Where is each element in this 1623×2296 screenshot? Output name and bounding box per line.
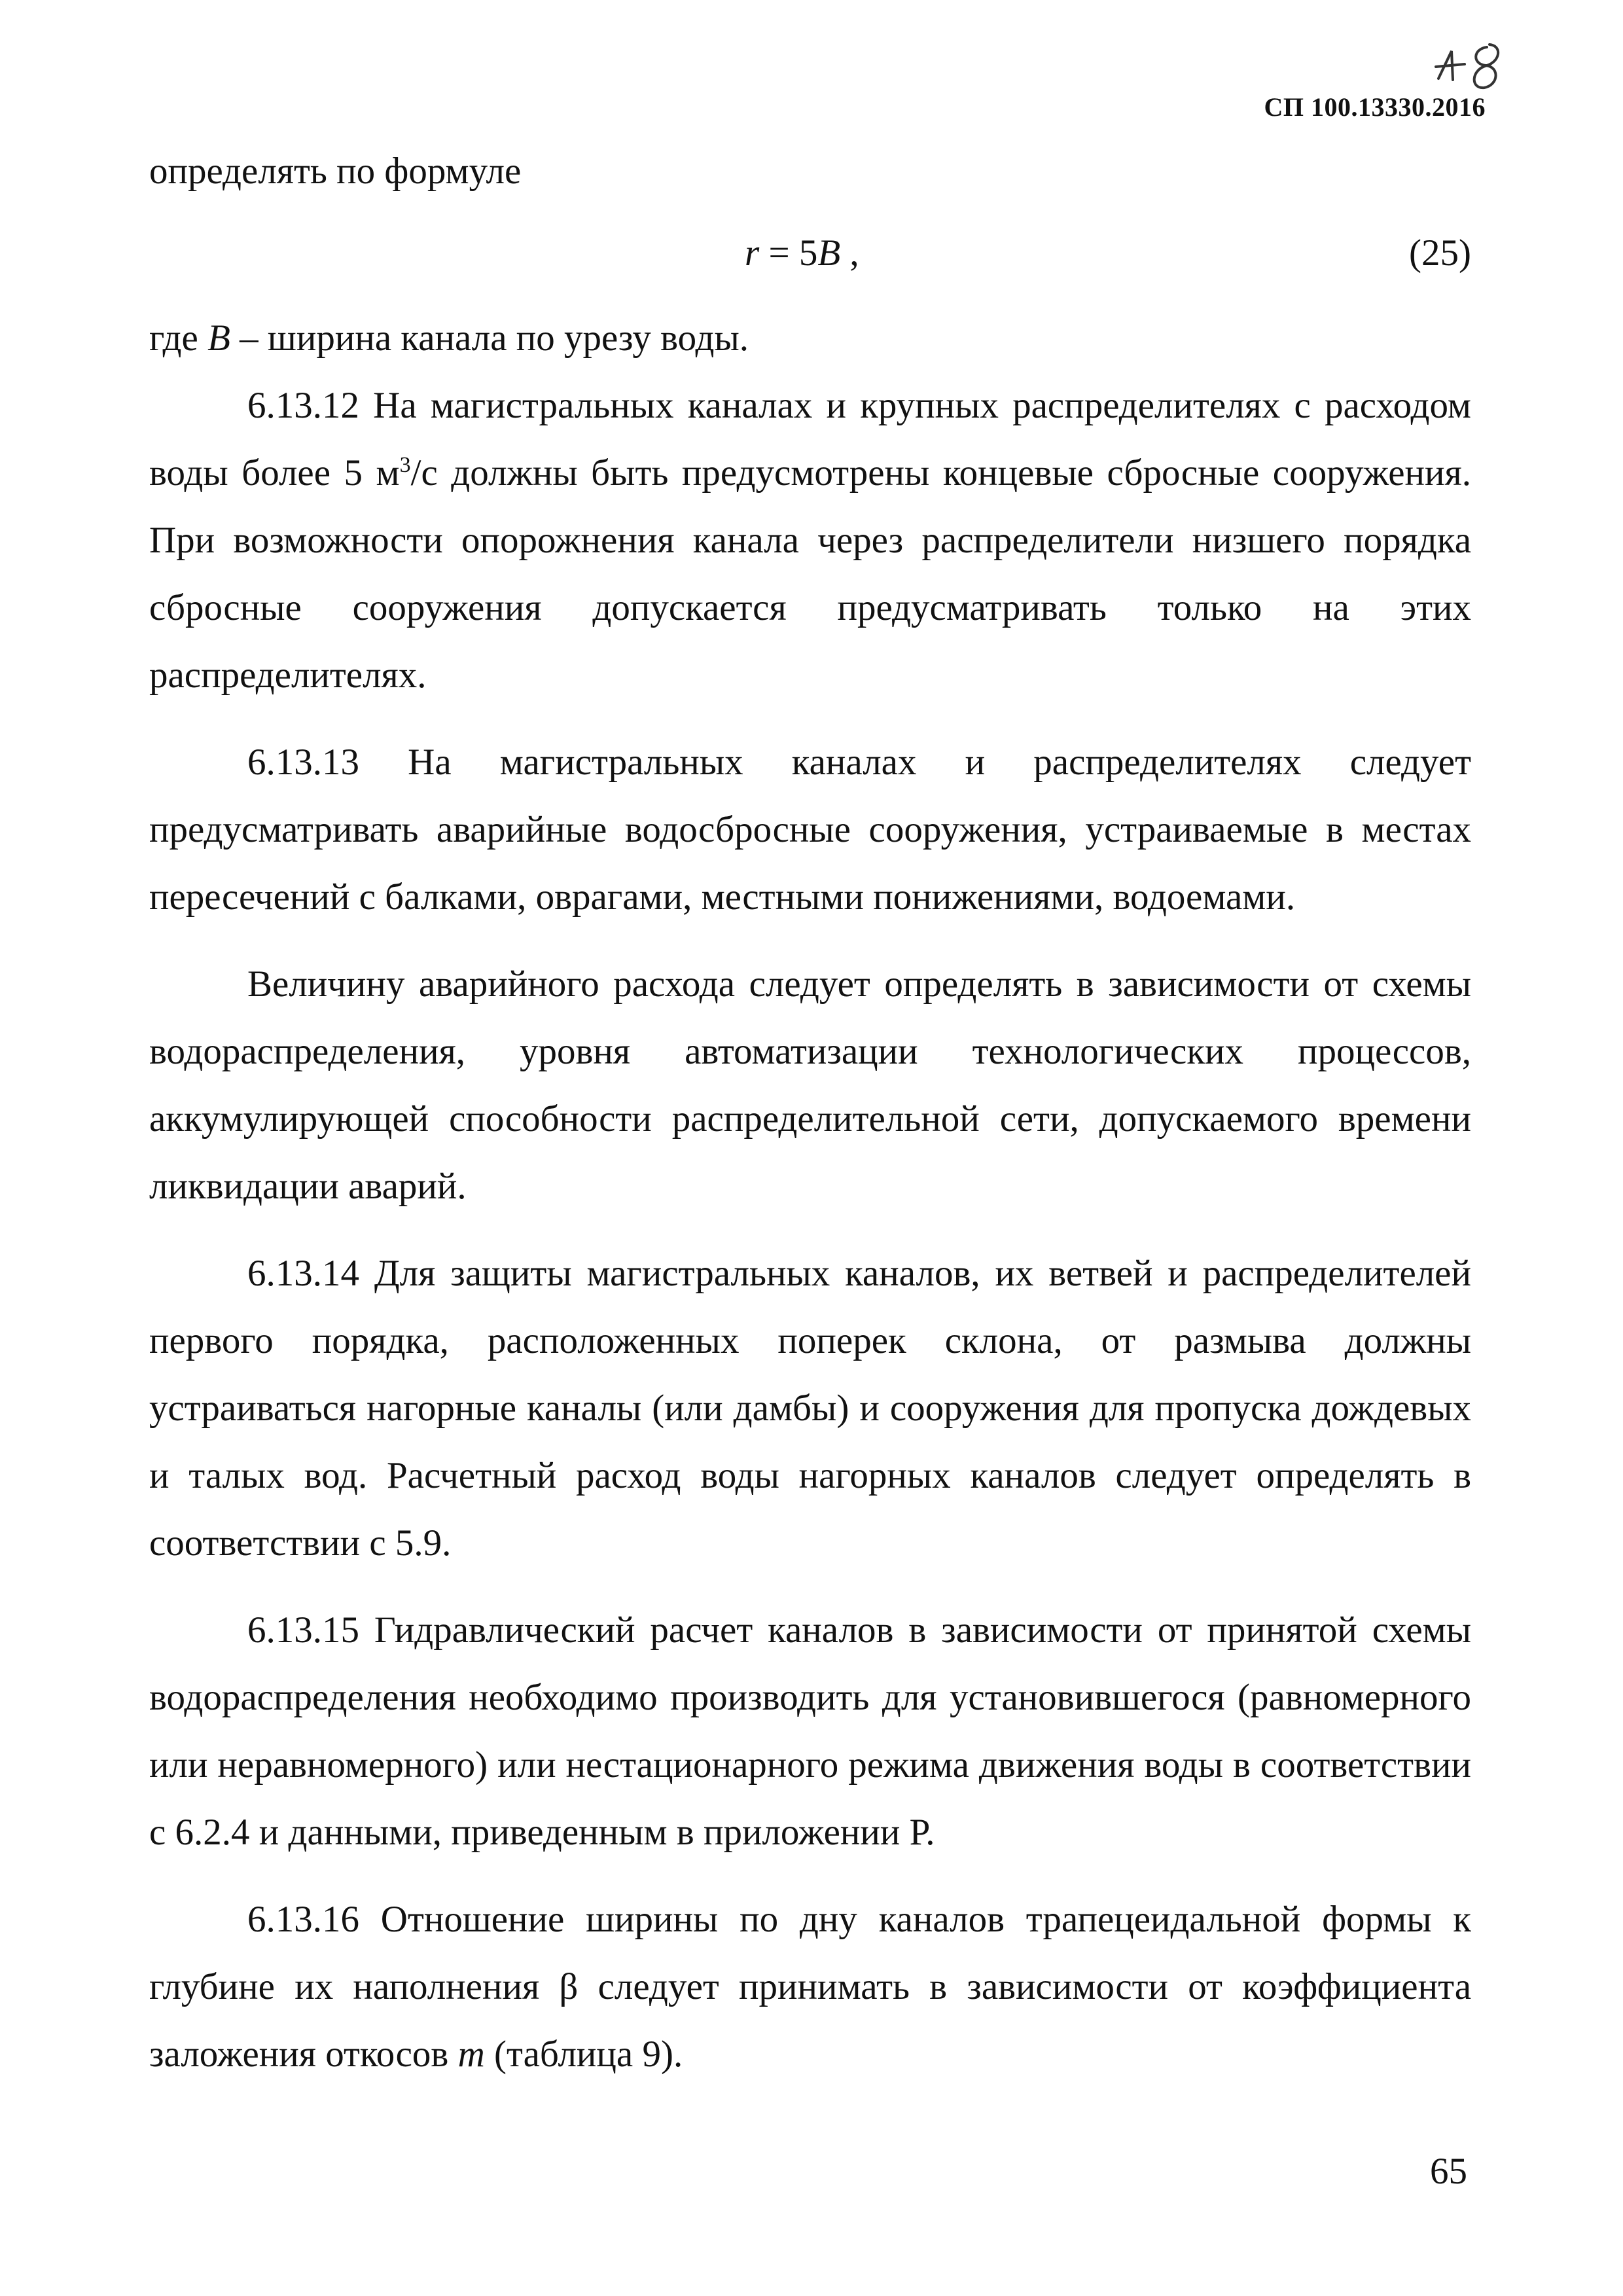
page-number: 65 [1430,2151,1467,2192]
formula [745,219,859,287]
p12-after: /с должны быть предусмотрены концевые сбросные сооружения. При возможности опорожнения канала через распределители низшего порядка сбросные сооружения допускается предусматривать только на этих распределителях. [149,452,1471,696]
paragraph-6-13-13-b: Величину аварийного расхода следует определять в зависимости от схемы водораспределения, уровня автоматизации технологических процессов, аккумулирующей способности распределительной сети, допускаемого времени ликвидации аварий. [149,963,1471,1207]
p16-before: 6.13.16 Отношение ширины по дну каналов трапецеидальной формы к глубине их наполнения β следует принимать в зависимости от коэффициента заложения откосов [149,1899,1471,2075]
paragraph-6-13-14: 6.13.14 Для защиты магистральных каналов, их ветвей и распределителей первого порядка, расположенных поперек склона, от размыва должны устраиваться нагорные каналы (или дамбы) и сооружения для пропуска дождевых и талых вод. Расчетный расход воды нагорных каналов следует определять в соответствии с 5.9. [149,1253,1471,1564]
paragraph-6-13-12 [149,372,1471,709]
where-prefix: где [149,317,208,359]
formula-var: B [817,232,841,274]
lead-text: определять по формуле [149,151,522,192]
where-line [149,304,1471,372]
formula-number: (25) [1409,232,1471,274]
p12-sup: 3 [399,453,411,477]
document-code: СП 100.13330.2016 [1264,92,1486,122]
where-text: – ширина канала по урезу воды. [230,317,749,359]
where-var: B [207,317,230,359]
formula-lhs: r [745,232,760,274]
formula-eq: = 5 [759,232,818,274]
handwritten-sheet-number [1427,33,1512,98]
p16-after: (таблица 9). [484,2034,683,2075]
paragraph-6-13-13: 6.13.13 На магистральных каналах и распределителях следует предусматривать аварийные водосбросные сооружения, устраиваемые в местах пересечений с балками, оврагами, местными понижениями, водоемами. [149,742,1471,918]
formula-tail: , [840,232,859,274]
paragraph-6-13-15: 6.13.15 Гидравлический расчет каналов в зависимости от принятой схемы водораспределения необходимо производить для установившегося (равномерного или неравномерного) или нестационарного режима движения воды в соответствии с 6.2.4 и данными, приведенным в приложении Р. [149,1609,1471,1853]
p12-before: 6.13.12 На магистральных каналах и крупных распределителях с расходом воды более 5 м [149,385,1471,493]
formula-row [149,219,1471,287]
paragraph-6-13-16 [149,1886,1471,2088]
p16-var: m [457,2034,485,2075]
body-paragraphs [149,372,1471,2108]
